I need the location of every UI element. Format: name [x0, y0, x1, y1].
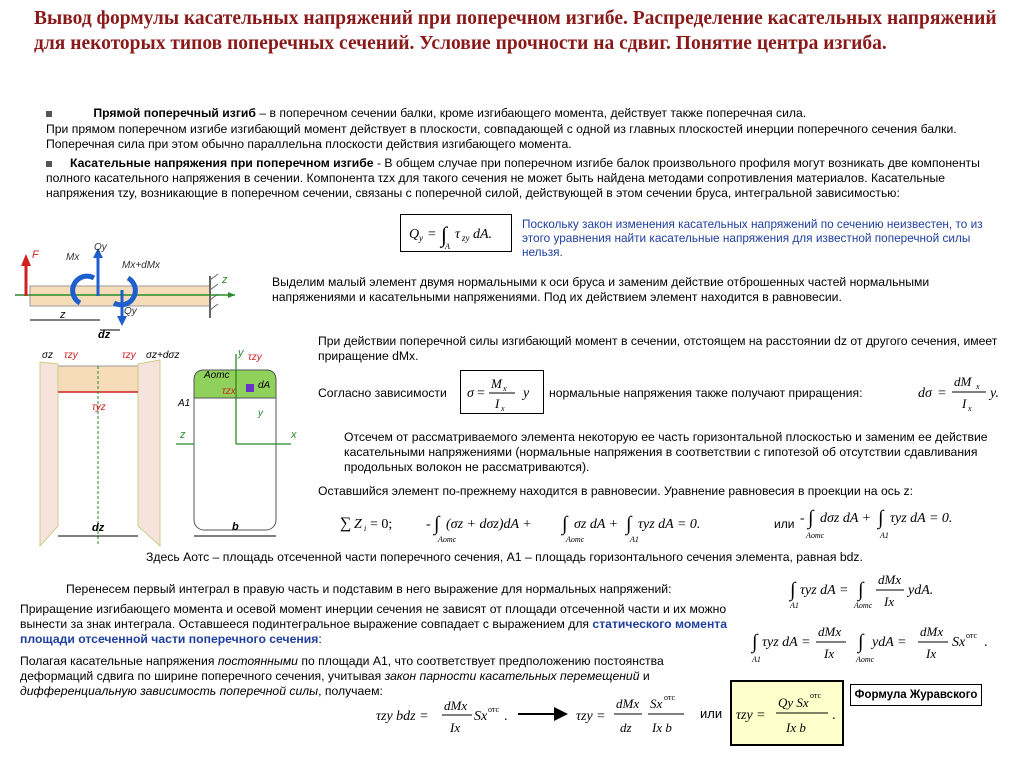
svg-text:∫: ∫	[858, 579, 864, 601]
zhuravsky-label: Формула Журавского	[850, 684, 982, 706]
svg-text:= 0;: = 0;	[370, 517, 393, 532]
wall-hatch	[210, 274, 218, 310]
label-x: x	[291, 429, 297, 441]
svg-text:i: i	[364, 524, 367, 533]
svg-text:σ: σ	[467, 386, 474, 401]
svg-text:M: M	[491, 376, 502, 391]
svg-text:Sx: Sx	[952, 635, 966, 650]
svg-text:Ix b: Ix b	[652, 720, 672, 735]
label-tau-zy3: τzy	[248, 352, 262, 363]
svg-text:y: y	[419, 233, 423, 243]
svg-text:.: .	[832, 708, 836, 723]
svg-text:Sx: Sx	[474, 709, 488, 724]
svg-text:Aотс: Aотс	[856, 655, 875, 664]
svg-text:τzy bdz =: τzy bdz =	[376, 709, 429, 724]
label-b: b	[232, 521, 239, 533]
dA-square	[246, 384, 254, 392]
svg-text:σz dA +: σz dA +	[574, 517, 619, 532]
p5-left: Согласно зависимости	[318, 386, 447, 400]
svg-text:∫: ∫	[858, 631, 864, 653]
p10-link-static-moment: статического момента площади отсеченной части поперечного сечения	[20, 617, 728, 646]
label-dz2: dz	[92, 522, 105, 534]
svg-text:отс: отс	[488, 705, 500, 714]
svg-text:Sx: Sx	[650, 696, 663, 711]
svg-text:dMx: dMx	[616, 696, 640, 711]
p5-right: нормальные напряжения также получают приращения:	[549, 386, 863, 400]
svg-text:A1: A1	[880, 531, 889, 540]
arrow-icon	[516, 704, 570, 724]
p11-text-g: , получаем:	[318, 684, 383, 698]
p10-colon: :	[318, 632, 322, 646]
svg-text:y: y	[523, 386, 530, 401]
svg-text:τzy =: τzy =	[736, 708, 766, 723]
svg-text:x: x	[968, 404, 972, 413]
section-diagram	[176, 344, 306, 559]
svg-text:∑: ∑	[340, 515, 352, 532]
svg-text:Aотс: Aотс	[438, 535, 457, 544]
svg-text:A1: A1	[630, 535, 639, 544]
svg-text:τyz dA =: τyz dA =	[762, 635, 811, 650]
paragraph-8: Здесь Aотс – площадь отсеченной части поперечного сечения, A1 – площадь горизонтального сечения элемента, равная bdz.	[146, 550, 863, 564]
stress-right	[138, 360, 160, 546]
label-F: F	[32, 249, 39, 261]
label-tau-zy2: τzy	[122, 350, 136, 361]
svg-text:отс: отс	[664, 693, 676, 702]
p1-bold: Прямой поперечный изгиб	[93, 106, 256, 120]
svg-text:Qy Sx: Qy Sx	[778, 695, 809, 710]
label-tau-zy1: τzy	[64, 350, 78, 361]
p1-rest: – в поперечном сечении балки, кроме изгибающего момента, действует также поперечная сила.	[255, 106, 807, 120]
paragraph-2	[46, 156, 1011, 201]
svg-text:=: =	[427, 227, 437, 242]
label-y2: y	[258, 408, 263, 419]
label-dim-dz: dz	[98, 329, 111, 338]
p11-italic-dependency: дифференциальную зависимость поперечной силы	[20, 684, 319, 698]
p11-italic-law: закон парности касательных перемещений	[384, 669, 640, 683]
svg-text:dMx: dMx	[818, 624, 842, 639]
formula-tau-zy	[574, 688, 694, 742]
element-diagram	[30, 346, 185, 561]
formula-tau-b-dz	[374, 690, 514, 740]
paragraph-7: Оставшийся элемент по-прежнему находится в равновесии. Уравнение равновесия в проекции на ось z:	[318, 484, 914, 498]
note-blue: Поскольку закон изменения касательных напряжений по сечению неизвестен, то из этого уравнения найти касательные напряжения для известной поперечной силы нельзя.	[522, 217, 983, 259]
svg-text:∫: ∫	[562, 513, 568, 535]
svg-text:∫: ∫	[808, 507, 814, 529]
paragraph-9: Перенесем первый интеграл в правую часть и подставим в него выражение для нормальных напряжений:	[66, 582, 672, 596]
beam-diagram	[10, 238, 245, 338]
paragraph-6: Отсечем от рассматриваемого элемента некоторую ее часть горизонтальной плоскостью и заменим ее действие касательными напряжениями (нормальные напряжения в соответствии с гипотезой об отсутствии сдавливания продольных волокон не рассматриваются).	[344, 430, 988, 474]
formula-substitute	[786, 568, 956, 614]
svg-text:ydA.: ydA.	[908, 583, 934, 598]
bullet-icon	[46, 161, 52, 167]
label-mx: Mx	[66, 252, 80, 263]
svg-text:=: =	[938, 386, 946, 401]
svg-text:Aотс: Aотс	[806, 531, 825, 540]
p11-italic-constant: постоянными	[217, 654, 298, 668]
svg-text:τyz dA = 0.: τyz dA = 0.	[890, 511, 953, 526]
svg-text:dMx: dMx	[920, 624, 944, 639]
svg-text:I: I	[962, 396, 967, 411]
p11-text-a: Полагая касательные напряжения	[20, 654, 218, 668]
svg-text:Ix: Ix	[926, 646, 937, 661]
svg-text:dA.: dA.	[473, 227, 493, 242]
paragraph-1	[46, 106, 1011, 121]
p2-rest: - В общем случае при поперечном изгибе балок произвольного профиля могут возникать две компоненты полного касательного напряжения в сечении. Компонента τzx для такого сечения не может быть найдена методами сопротивления материалов. Касательные напряжения τzy, возникающие в поперечном сечении, связаны с поперечной силой, действующей в этом сечении бруса, интегральной зависимостью:	[46, 156, 980, 200]
label-qy: Qy	[94, 242, 107, 253]
svg-text:∫: ∫	[878, 507, 884, 529]
paragraph-3: Выделим малый элемент двумя нормальными к оси бруса и заменим действие отброшенных частей нормальными напряжениями и касательными напряжениями. Под их действием элемент находится в равновесии.	[272, 275, 930, 304]
svg-text:τzy =: τzy =	[576, 709, 606, 724]
label-a-ots: Aотс	[204, 370, 230, 381]
svg-text:∫: ∫	[626, 513, 632, 535]
svg-text:отс: отс	[810, 691, 822, 700]
svg-text:dσ: dσ	[918, 386, 932, 401]
svg-text:x: x	[503, 384, 507, 393]
svg-text:dz: dz	[620, 720, 632, 735]
svg-text:dM: dM	[954, 374, 972, 389]
formula-sigma	[460, 370, 544, 414]
svg-text:y.: y.	[990, 386, 999, 401]
svg-text:A1: A1	[790, 601, 799, 610]
svg-text:∫: ∫	[790, 579, 796, 601]
formula-zhuravsky-box	[730, 680, 844, 746]
svg-text:Ix: Ix	[884, 594, 895, 609]
or-label-1: или	[774, 517, 795, 531]
svg-text:Ix b: Ix b	[786, 720, 806, 735]
svg-text:dMx: dMx	[444, 698, 468, 713]
paragraph-4: При действии поперечной силы изгибающий момент в сечении, отстоящем на расстоянии dz от другого сечения, имеет приращение dMx.	[318, 334, 998, 363]
label-sigma-dz: σz+dσz	[146, 350, 180, 361]
label-z2: z	[180, 429, 186, 441]
formula-dsigma	[916, 370, 1020, 414]
p2-bold: Касательные напряжения при поперечном изгибе	[70, 156, 374, 170]
or-label-2: или	[700, 706, 723, 721]
label-dim-z: z	[60, 309, 66, 321]
svg-text:zy: zy	[462, 233, 470, 243]
label-mx-dmx: Mx+dMx	[122, 260, 161, 271]
svg-text:Aотс: Aотс	[854, 601, 873, 610]
formula-static-moment	[748, 618, 1018, 668]
svg-text:Aотс: Aотс	[566, 535, 585, 544]
p11-text-c: по площади A1, что соответствует предположению постоянства деформаций сдвига по ширине поперечного сечения, учитывая	[20, 654, 664, 683]
bullet-icon	[46, 111, 52, 117]
label-tau-yz: τyz	[92, 402, 106, 413]
paragraph-10	[20, 602, 740, 647]
svg-text:-: -	[426, 517, 431, 532]
svg-text:τ: τ	[455, 227, 461, 242]
formula-qy	[400, 214, 512, 252]
formula-qy-svg	[401, 215, 511, 251]
svg-text:Ix: Ix	[450, 720, 461, 735]
svg-text:∫: ∫	[434, 513, 440, 535]
label-qy2: Qy	[124, 306, 137, 317]
label-sigma-z: σz	[42, 350, 54, 361]
svg-text:(σz + dσz)dA +: (σz + dσz)dA +	[446, 517, 532, 532]
svg-text:A: A	[445, 242, 450, 251]
page-title: Вывод формулы касательных напряжений при поперечном изгибе. Распределение касательных напряжений для некоторых типов поперечных сечений. Условие прочности на сдвиг. Понятие центра изгиба.	[34, 8, 997, 54]
svg-text:.: .	[984, 635, 988, 650]
svg-text:A1: A1	[752, 655, 761, 664]
svg-text:Ix: Ix	[824, 646, 835, 661]
svg-text:x: x	[976, 382, 980, 391]
svg-text:dMx: dMx	[878, 572, 902, 587]
label-y: y	[238, 347, 244, 359]
svg-text:dσz dA +: dσz dA +	[820, 511, 872, 526]
svg-text:отс: отс	[966, 631, 978, 640]
svg-text:Z: Z	[354, 517, 362, 532]
p11-text-e: и	[639, 669, 650, 683]
label-dA: dA	[258, 380, 271, 391]
svg-text:Q: Q	[409, 227, 420, 242]
svg-text:I: I	[495, 396, 500, 411]
paragraph-1-line2: При прямом поперечном изгибе изгибающий момент действует в плоскости, совпадающей с одной из главных плоскостей инерции поперечного сечения балки. Поперечная сила при этом обычно параллельна плоскости действия изгибающего момента.	[46, 122, 957, 151]
svg-text:τyz dA = 0.: τyz dA = 0.	[638, 517, 701, 532]
svg-text:-: -	[800, 511, 805, 526]
stress-left	[40, 362, 58, 546]
svg-text:x: x	[501, 404, 505, 413]
formula-equilibrium	[334, 500, 1014, 548]
p10-text: Приращение изгибающего момента и осевой момент инерции сечения не зависят от площади отсеченной части и их можно вынести за знак интеграла. Оставшееся подинтегральное выражение совпадает с выражением для	[20, 602, 727, 631]
label-a1: A1	[178, 398, 191, 409]
label-z: z	[222, 274, 228, 286]
svg-text:ydA =: ydA =	[872, 635, 907, 650]
svg-text:∫: ∫	[752, 631, 758, 653]
svg-text:τyz dA =: τyz dA =	[800, 583, 849, 598]
label-tau-zx: τzx	[222, 386, 236, 397]
svg-text:.: .	[504, 709, 508, 724]
svg-text:=: =	[477, 386, 485, 401]
svg-text:∫: ∫	[441, 222, 448, 247]
